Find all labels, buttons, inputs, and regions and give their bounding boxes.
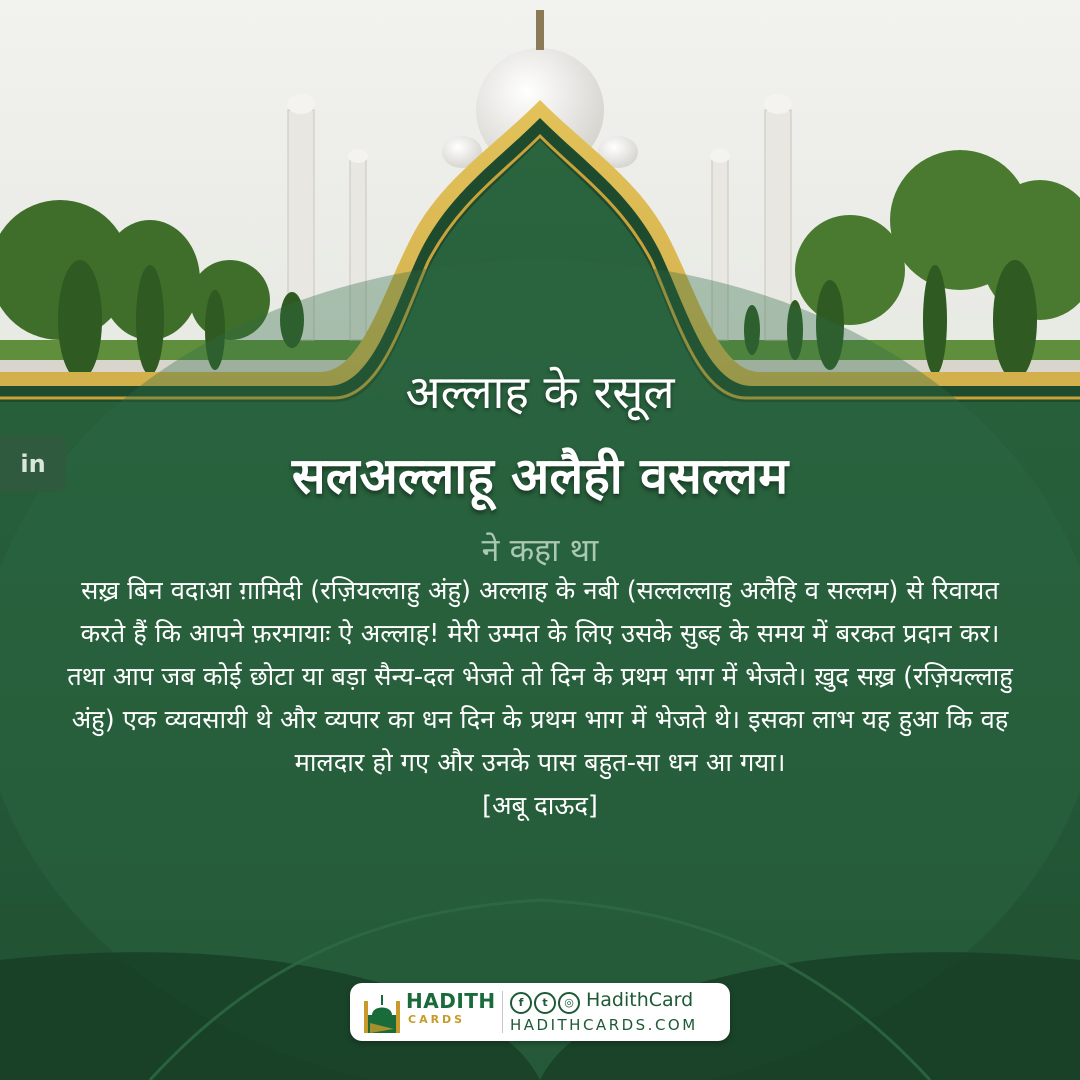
- subtitle: ने कहा था: [481, 531, 599, 569]
- linkedin-share-button[interactable]: [0, 436, 66, 492]
- facebook-icon[interactable]: f: [510, 992, 532, 1014]
- title-line-2: सलअल्लाहू अलैही वसल्लम: [291, 447, 789, 505]
- footer-divider: [502, 991, 503, 1033]
- mosque-logo-icon: [362, 989, 402, 1035]
- hadith-text: सख़्र बिन वदाआ ग़ामिदी (रज़ियल्लाहु अंहु) अल्लाह के नबी (सल्लल्लाहु अलैहि व सल्लम) से रिवायत करते हैं कि आपने फ़रमायाः ऐ अल्लाह! मेरी उम्मत के लिए उसके सुब्ह के समय में बरकत प्रदान कर। तथा आप जब कोई छोटा या बड़ा सैन्य-दल भेजते तो दिन के प्रथम भाग में भेजते। ख़ुद सख़्र (रज़ियल्लाहु अंहु) एक व्यवसायी थे और व्यपार का धन दिन के प्रथम भाग में भेजते थे। इसका लाभ यह हुआ कि वह मालदार हो गए और उनके पास बहुत-सा धन आ गया।: [67, 576, 1013, 778]
- brand-subtitle: CARDS: [408, 1013, 466, 1026]
- footer-brand-bar: [350, 983, 730, 1041]
- social-handle: HadithCard: [586, 989, 694, 1011]
- title-line-1: अल्लाह के रसूल: [405, 365, 675, 419]
- hadith-body: [60, 570, 1020, 828]
- hadith-source: [अबू दाऊद]: [482, 791, 598, 821]
- linkedin-icon: in: [20, 450, 46, 478]
- instagram-icon[interactable]: ◎: [558, 992, 580, 1014]
- website-link[interactable]: HADITHCARDS.COM: [510, 1016, 698, 1034]
- twitter-icon[interactable]: t: [534, 992, 556, 1014]
- brand-name: HADITH: [406, 989, 496, 1013]
